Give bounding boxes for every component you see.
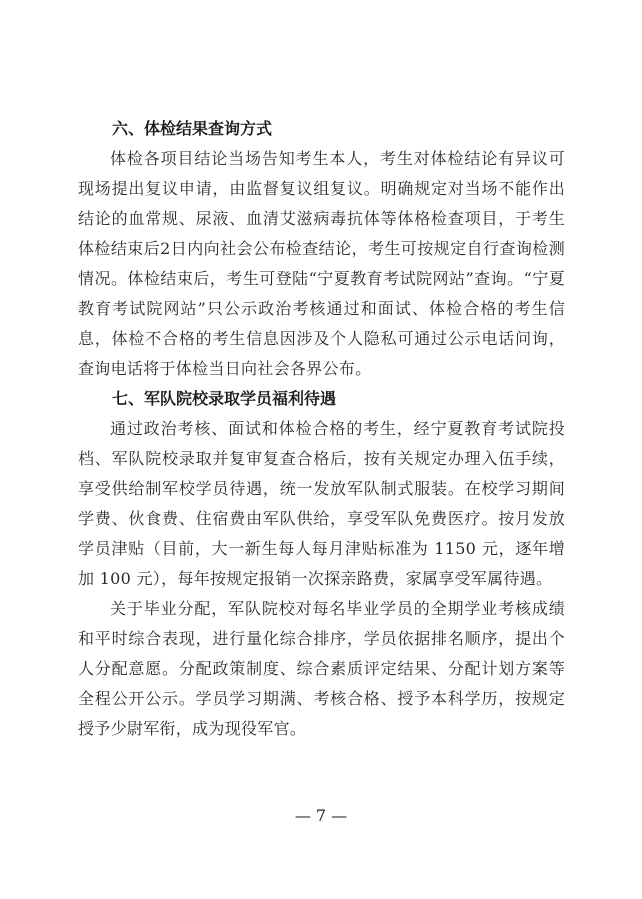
section-cadet-benefits	[78, 384, 565, 744]
section-heading: 六、体检结果查询方式	[112, 119, 273, 138]
section-exam-result-query	[78, 114, 565, 384]
section-heading: 七、军队院校录取学员福利待遇	[112, 389, 337, 408]
section-paragraph: 体检各项目结论当场告知考生本人，考生对体检结论有异议可现场提出复议申请，由监督复议组复议。明确规定对当场不能作出结论的血常规、尿液、血清艾滋病毒抗体等体格检查项目，于考生体检结束后2日内向社会公布检查结论，考生可按规定自行查询检测情况。体检结束后，考生可登陆“宁夏教育考试院网站”查询。“宁夏教育考试院网站”只公示政治考核通过和面试、体检合格的考生信息，体检不合格的考生信息因涉及个人隐私可通过公示电话问询，查询电话将于体检当日向社会各界公布。	[78, 149, 565, 378]
page-number: — 7 —	[294, 806, 348, 825]
section-paragraph: 关于毕业分配，军队院校对每名毕业学员的全期学业考核成绩和平时综合表现，进行量化综合排序，学员依据排名顺序，提出个人分配意愿。分配政策制度、综合素质评定结果、分配计划方案等全程公开公示。学员学习期满、考核合格、授予本科学历，按规定授予少尉军衔，成为现役军官。	[78, 599, 565, 738]
document-body	[78, 114, 565, 744]
section-paragraph: 通过政治考核、面试和体检合格的考生，经宁夏教育考试院投档、军队院校录取并复审复查合格后，按有关规定办理入伍手续，享受供给制军校学员待遇，统一发放军队制式服装。在校学习期间学费、伙食费、住宿费由军队供给，享受军队免费医疗。按月发放学员津贴（目前，大一新生每人每月津贴标准为 1150 元，逐年增加 100 元），每年按规定报销一次探亲路费，家属享受军属待遇。	[78, 419, 565, 588]
